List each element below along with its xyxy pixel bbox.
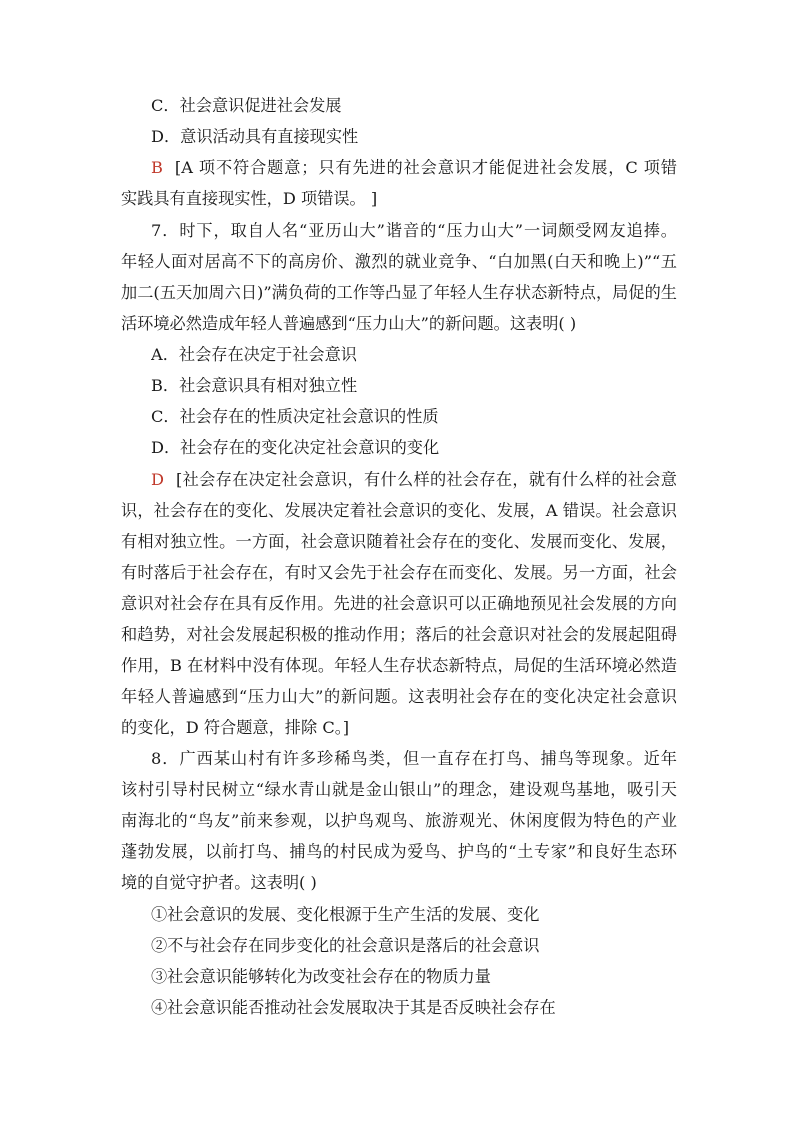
q7-explanation-line-2: 识，社会存在的变化、发展决定着社会意识的变化、发展，A 错误。社会意识 xyxy=(121,501,677,520)
q7-explanation-line-4: 有时落后于社会存在，有时又会先于社会存在而变化、发展。另一方面，社会 xyxy=(121,563,677,582)
q8-statement-1: ①社会意识的发展、变化根源于生产生活的发展、变化 xyxy=(151,905,540,924)
q6-option-c: C．社会意识促进社会发展 xyxy=(151,96,342,115)
q8-stem-line-2: 该村引导村民树立“绿水青山就是金山银山”的理念，建设观鸟基地，吸引天 xyxy=(121,780,677,799)
q7-stem-line-4: 活环境必然造成年轻人普遍感到“压力山大”的新问题。这表明( ) xyxy=(121,314,577,333)
q7-stem-line-1: 7．时下，取自人名“亚历山大”谐音的“压力山大”一词颇受网友追捧。 xyxy=(151,221,677,240)
q7-option-c: C．社会存在的性质决定社会意识的性质 xyxy=(151,407,439,426)
q7-explanation-text: [社会存在决定社会意识，有什么样的社会存在，就有什么样的社会意 xyxy=(175,470,677,489)
q6-option-d: D．意识活动具有直接现实性 xyxy=(151,127,359,146)
q7-stem-line-2: 年轻人面对居高不下的高房价、激烈的就业竞争、“白加黑(白天和晚上)”“五 xyxy=(121,252,677,271)
q8-statement-2: ②不与社会存在同步变化的社会意识是落后的社会意识 xyxy=(151,936,540,955)
q7-option-d: D．社会存在的变化决定社会意识的变化 xyxy=(151,438,440,457)
q7-explanation-line-5: 意识对社会存在具有反作用。先进的社会意识可以正确地预见社会发展的方向 xyxy=(121,594,677,613)
q7-option-a: A．社会存在决定于社会意识 xyxy=(151,345,357,364)
q7-explanation-line-3: 有相对独立性。一方面，社会意识随着社会存在的变化、发展而变化、发展， xyxy=(121,532,677,551)
q8-stem-line-3: 南海北的“鸟友”前来参观，以护鸟观鸟、旅游观光、休闲度假为特色的产业 xyxy=(121,811,677,830)
q8-statement-4: ④社会意识能否推动社会发展取决于其是否反映社会存在 xyxy=(151,998,556,1017)
q6-explanation-line-2: 实践具有直接现实性，D 项错误。 ] xyxy=(121,189,378,208)
q7-answer-letter: D xyxy=(151,470,164,489)
q6-answer-letter: B xyxy=(151,158,163,177)
q7-explanation-line-9: 的变化，D 符合题意，排除 C。] xyxy=(121,718,350,737)
q7-explanation-line-6: 和趋势，对社会发展起积极的推动作用；落后的社会意识对社会的发展起阻碍 xyxy=(121,625,677,644)
q7-stem-line-3: 加二(五天加周六日)”满负荷的工作等凸显了年轻人生存状态新特点，局促的生 xyxy=(121,283,677,302)
q8-stem-line-5: 境的自觉守护者。这表明( ) xyxy=(121,873,317,892)
q7-explanation-line-8: 年轻人普遍感到“压力山大”的新问题。这表明社会存在的变化决定社会意识 xyxy=(121,687,677,706)
q8-stem-line-4: 蓬勃发展，以前打鸟、捕鸟的村民成为爱鸟、护鸟的“土专家”和良好生态环 xyxy=(121,842,677,861)
q8-statement-3: ③社会意识能够转化为改变社会存在的物质力量 xyxy=(151,967,491,986)
q7-explanation-line-7: 作用，B 在材料中没有体现。年轻人生存状态新特点，局促的生活环境必然造 xyxy=(121,656,677,675)
q6-explanation-line-1 xyxy=(151,158,677,178)
q8-stem-line-1: 8．广西某山村有许多珍稀鸟类，但一直存在打鸟、捕鸟等现象。近年 xyxy=(151,749,677,768)
q7-explanation-line-1 xyxy=(151,470,677,490)
q7-option-b: B．社会意识具有相对独立性 xyxy=(151,376,358,395)
q6-explanation-text: [A 项不符合题意；只有先进的社会意识才能促进社会发展，C 项错 xyxy=(174,158,677,177)
